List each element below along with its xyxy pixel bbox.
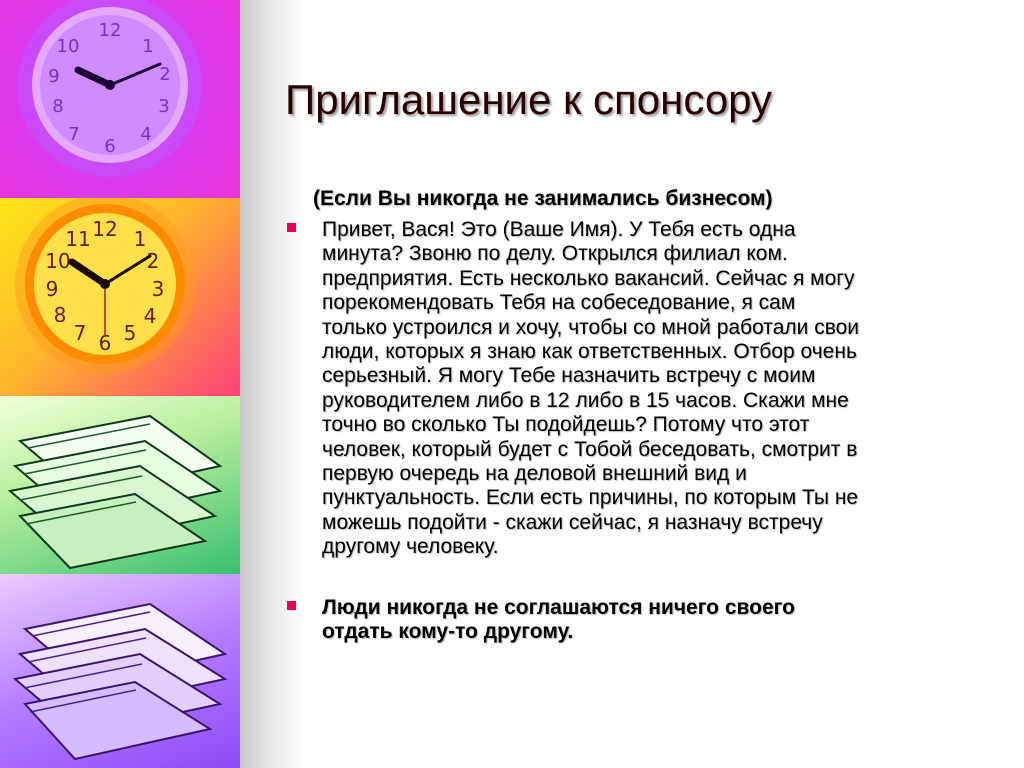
bullet-text: [322, 218, 985, 560]
text-line: первую очередь на деловой внешний вид и: [322, 462, 747, 486]
text-line: отдать кому-то другому.: [322, 620, 574, 644]
text-line: другому человеку.: [322, 535, 499, 559]
books-image-green: [0, 396, 240, 574]
svg-text:6: 6: [104, 136, 116, 157]
svg-text:12: 12: [92, 217, 118, 241]
svg-text:4: 4: [140, 124, 152, 145]
clock-icon: [0, 198, 240, 396]
text-line: минута? Звоню по делу. Открылся филиал ком.: [322, 242, 788, 266]
slide-title: Приглашение к спонсору: [285, 76, 773, 123]
svg-text:8: 8: [53, 303, 67, 327]
svg-text:2: 2: [146, 249, 160, 273]
bullet-item-script: [285, 218, 985, 560]
text-line: Привет, Вася! Это (Ваше Имя). У Тебя есть одна: [322, 218, 796, 241]
text-line: только устроился и хочу, чтобы со мной работали свои: [322, 315, 860, 339]
svg-text:12: 12: [98, 20, 122, 41]
books-icon: [0, 396, 240, 574]
slide-content: [285, 184, 985, 645]
clock-image-yellow: [0, 198, 240, 396]
clock-icon: [0, 0, 240, 198]
bullet-item-conclusion: [285, 596, 985, 645]
svg-text:10: 10: [45, 249, 71, 273]
svg-text:5: 5: [123, 321, 137, 345]
text-line: люди, которых я знаю как ответственных. Отбор очень: [322, 340, 857, 364]
books-image-purple: [0, 574, 240, 768]
text-line: пунктуальность. Если есть причины, по которым Ты не: [322, 486, 859, 510]
svg-text:9: 9: [45, 277, 59, 301]
svg-text:10: 10: [56, 36, 80, 57]
text-line: серьезный. Я могу Тебе назначить встречу с моим: [322, 364, 816, 388]
decorative-image-strip: [0, 0, 240, 768]
svg-text:2: 2: [159, 64, 171, 85]
svg-text:6: 6: [98, 331, 112, 355]
slide-subtitle: (Если Вы никогда не занимались бизнесом): [313, 187, 773, 210]
bullet-square-icon: [287, 223, 296, 232]
svg-text:7: 7: [73, 321, 87, 345]
svg-text:3: 3: [158, 96, 170, 117]
svg-text:8: 8: [52, 96, 64, 117]
text-line: порекомендовать Тебя на собеседование, я сам: [322, 291, 796, 315]
svg-text:4: 4: [143, 304, 157, 328]
svg-text:9: 9: [48, 66, 60, 87]
svg-text:7: 7: [68, 124, 80, 145]
bullet-square-icon: [287, 601, 296, 610]
svg-text:1: 1: [142, 36, 154, 57]
text-line: руководителем либо в 12 либо в 15 часов. Скажи мне: [322, 388, 849, 412]
svg-text:1: 1: [133, 227, 147, 251]
bullet-text: [322, 596, 985, 645]
clock-image-purple: [0, 0, 240, 198]
text-line: точно во сколько Ты подойдешь? Потому что этот: [322, 413, 810, 437]
svg-text:3: 3: [151, 277, 165, 301]
text-line: можешь подойти - скажи сейчас, я назначу встречу: [322, 510, 823, 534]
svg-text:11: 11: [65, 227, 91, 251]
text-line: Люди никогда не соглашаются ничего своего: [322, 595, 795, 619]
text-line: человек, который будет с Тобой беседовать, смотрит в: [322, 437, 858, 461]
text-line: предприятия. Есть несколько вакансий. Сейчас я могу: [322, 266, 855, 290]
books-icon: [0, 574, 240, 768]
